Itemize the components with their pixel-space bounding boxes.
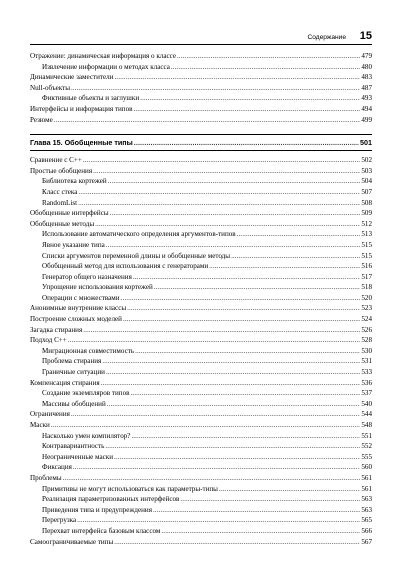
- toc-entry-title: Фиктивные объекты и заглушки: [42, 94, 140, 103]
- toc-entry-page: 523: [361, 304, 372, 313]
- toc-entry-page: 563: [361, 495, 372, 504]
- toc-entry-page: 524: [361, 315, 372, 324]
- toc-entry-page: 536: [361, 378, 372, 387]
- toc-entry-page: 561: [361, 473, 372, 482]
- toc-entry-title: Массивы обобщений: [42, 399, 106, 408]
- dot-leader: [93, 166, 360, 177]
- toc-entry-page: 544: [361, 410, 372, 419]
- toc-entry-title: Операции с множествами: [42, 293, 120, 302]
- dot-leader: [134, 104, 361, 115]
- toc-entry[interactable]: [30, 420, 372, 431]
- toc-entry-page: 504: [361, 177, 372, 186]
- toc-entry-page: 563: [361, 505, 372, 514]
- dot-leader: [231, 251, 360, 262]
- dot-leader: [71, 83, 360, 94]
- toc-entry-page: 561: [361, 484, 372, 493]
- toc-entry-page: 526: [361, 325, 372, 334]
- dot-leader: [177, 51, 360, 62]
- toc-entry-title: Интерфейсы и информация типов: [30, 104, 133, 113]
- toc-entry[interactable]: [30, 72, 372, 83]
- dot-leader: [153, 505, 360, 516]
- toc-entry[interactable]: [30, 399, 372, 410]
- toc-entry[interactable]: [30, 526, 372, 537]
- toc-entry-page: 480: [361, 62, 372, 71]
- toc-entry-title: Контравариантность: [42, 442, 105, 451]
- dot-leader: [171, 62, 360, 73]
- toc-entry[interactable]: [30, 441, 372, 452]
- toc-section-before: [30, 51, 372, 125]
- toc-entry-title: Создание экземпляров типов: [42, 389, 130, 398]
- toc-entry[interactable]: [30, 115, 372, 126]
- toc-entry-page: 552: [361, 442, 372, 451]
- toc-entry[interactable]: [30, 208, 372, 219]
- toc-entry-page: 555: [361, 452, 372, 461]
- dot-leader: [71, 409, 360, 420]
- dot-leader: [140, 93, 360, 104]
- toc-entry-title: Приведения типа и предупреждения: [42, 505, 152, 514]
- toc-entry[interactable]: [30, 198, 372, 209]
- toc-entry-title: Использование автоматического определения аргументов-типов: [42, 230, 236, 239]
- toc-entry-title: RandomList: [42, 198, 78, 207]
- dot-leader: [135, 346, 360, 357]
- toc-entry[interactable]: [30, 367, 372, 378]
- toc-entry-title: Проблемы: [30, 473, 62, 482]
- table-of-contents: [30, 51, 372, 547]
- dot-leader: [114, 452, 360, 463]
- toc-entry-page: 551: [361, 431, 372, 440]
- toc-entry-page: 507: [361, 187, 372, 196]
- toc-entry-title: Построение сложных моделей: [30, 315, 122, 324]
- dot-leader: [131, 431, 360, 442]
- toc-entry-page: 528: [361, 336, 372, 345]
- toc-entry-page: 566: [361, 526, 372, 535]
- toc-entry[interactable]: [30, 187, 372, 198]
- toc-entry-page: 515: [361, 240, 372, 249]
- toc-entry[interactable]: [30, 282, 372, 293]
- dot-leader: [134, 137, 359, 148]
- toc-entry-page: 508: [361, 198, 372, 207]
- dot-leader: [180, 494, 360, 505]
- toc-entry-page: 487: [361, 83, 372, 92]
- toc-entry-title: Генератор общего назначения: [42, 272, 132, 281]
- toc-entry-page: 483: [361, 73, 372, 82]
- toc-entry-title: Явное указание типа: [42, 240, 105, 249]
- toc-entry-title: Проблема стирания: [42, 357, 102, 366]
- toc-entry[interactable]: [30, 251, 372, 262]
- dot-leader: [121, 293, 361, 304]
- toc-entry-title: Самоограничиваемые типы: [30, 537, 114, 546]
- toc-entry-page: 518: [361, 283, 372, 292]
- toc-entry-title: Компенсация стирания: [30, 378, 100, 387]
- dot-leader: [209, 261, 360, 272]
- dot-leader: [127, 303, 360, 314]
- toc-entry-title: Миграционная совместимость: [42, 346, 135, 355]
- toc-entry-title: Анонимные внутренние классы: [30, 304, 127, 313]
- dot-leader: [54, 115, 361, 126]
- toc-entry[interactable]: [30, 356, 372, 367]
- dot-leader: [107, 399, 361, 410]
- toc-entry-title: Примитивы не могут использоваться как параметры-типы: [42, 484, 218, 493]
- toc-entry-page: 567: [361, 537, 372, 546]
- toc-entry[interactable]: [30, 346, 372, 357]
- dot-leader: [101, 378, 361, 389]
- toc-entry-page: 493: [361, 94, 372, 103]
- toc-entry-page: 520: [361, 293, 372, 302]
- chapter-page: 501: [360, 138, 372, 148]
- toc-entry-page: 499: [361, 115, 372, 124]
- toc-entry-title: Граничные ситуации: [42, 368, 105, 377]
- toc-entry-title: Класс стека: [42, 187, 78, 196]
- dot-leader: [102, 356, 360, 367]
- toc-entry[interactable]: [30, 505, 372, 516]
- toc-entry-title: Обобщенные методы: [30, 219, 95, 228]
- toc-entry[interactable]: [30, 93, 372, 104]
- toc-entry-page: 565: [361, 516, 372, 525]
- toc-entry[interactable]: [30, 229, 372, 240]
- toc-entry[interactable]: [30, 62, 372, 73]
- toc-entry[interactable]: [30, 240, 372, 251]
- dot-leader: [68, 335, 361, 346]
- toc-entry-title: Извлечение информации о методах класса: [42, 62, 170, 71]
- toc-entry[interactable]: [30, 462, 372, 473]
- toc-section-after: [30, 155, 372, 547]
- toc-entry-title: Резюме: [30, 115, 53, 124]
- dot-leader: [237, 229, 361, 240]
- toc-entry-title: Списки аргументов переменной длины и обобщенные методы: [42, 251, 231, 260]
- toc-entry[interactable]: [30, 104, 372, 115]
- toc-entry[interactable]: [30, 293, 372, 304]
- toc-entry-title: Динамические заместители: [30, 73, 114, 82]
- toc-entry[interactable]: [30, 261, 372, 272]
- toc-entry-title: Загадка стирания: [30, 325, 83, 334]
- toc-entry-page: 540: [361, 399, 372, 408]
- toc-entry[interactable]: [30, 452, 372, 463]
- toc-entry[interactable]: [30, 219, 372, 230]
- toc-entry[interactable]: [30, 515, 372, 526]
- toc-entry-page: 503: [361, 166, 372, 175]
- page-number: 15: [359, 30, 372, 42]
- toc-entry-title: Неограниченные маски: [42, 452, 113, 461]
- page-header: [30, 16, 372, 46]
- toc-entry-title: Упрощение использования кортежей: [42, 283, 153, 292]
- toc-entry[interactable]: [30, 431, 372, 442]
- toc-entry[interactable]: [30, 537, 372, 548]
- toc-entry-title: Отражение: динамическая информация о классе: [30, 52, 177, 60]
- dot-leader: [133, 272, 361, 283]
- dot-leader: [78, 187, 360, 198]
- dot-leader: [83, 325, 360, 336]
- dot-leader: [219, 484, 360, 495]
- header-divider: [30, 44, 372, 45]
- toc-entry[interactable]: [30, 51, 372, 62]
- dot-leader: [63, 473, 361, 484]
- toc-entry[interactable]: [30, 155, 372, 166]
- toc-entry[interactable]: [30, 314, 372, 325]
- toc-entry-page: 512: [361, 219, 372, 228]
- toc-entry-page: 502: [361, 156, 372, 165]
- toc-entry-title: Перегрузка: [42, 516, 77, 525]
- dot-leader: [154, 282, 361, 293]
- toc-entry[interactable]: [30, 388, 372, 399]
- toc-entry-page: 537: [361, 389, 372, 398]
- toc-entry-title: Библиотека кортежей: [42, 177, 107, 186]
- toc-entry-title: Null-объекты: [30, 83, 70, 92]
- dot-leader: [106, 240, 361, 251]
- dot-leader: [123, 314, 360, 325]
- section-title: Содержание: [307, 34, 346, 41]
- toc-entry-page: 516: [361, 262, 372, 271]
- toc-entry-title: Обобщенный метод для использования с генераторами: [42, 262, 209, 271]
- toc-entry[interactable]: [30, 176, 372, 187]
- toc-entry[interactable]: [30, 494, 372, 505]
- toc-entry[interactable]: [30, 303, 372, 314]
- dot-leader: [106, 367, 360, 378]
- toc-entry-page: 509: [361, 209, 372, 218]
- toc-entry-title: Обобщенные интерфейсы: [30, 209, 109, 218]
- toc-entry[interactable]: [30, 83, 372, 94]
- toc-entry-page: 494: [361, 104, 372, 113]
- dot-leader: [108, 176, 361, 187]
- toc-entry[interactable]: [30, 335, 372, 346]
- dot-leader: [130, 388, 360, 399]
- toc-entry-title: Фиксация: [42, 463, 72, 472]
- toc-entry-title: Простые обобщения: [30, 166, 93, 175]
- toc-entry-page: 548: [361, 421, 372, 429]
- toc-entry-title: Насколько умен компилятор?: [42, 431, 131, 440]
- toc-entry[interactable]: [30, 325, 372, 336]
- toc-entry-page: 560: [361, 463, 372, 472]
- toc-entry-page: 513: [361, 230, 372, 239]
- toc-entry-title: Перехват интерфейса базовым классом: [42, 526, 161, 535]
- toc-entry[interactable]: [30, 484, 372, 495]
- dot-leader: [105, 441, 360, 452]
- toc-entry-title: Ограничения: [30, 410, 70, 419]
- chapter-title: Глава 15. Обобщенные типы: [30, 138, 133, 148]
- dot-leader: [78, 198, 360, 209]
- toc-entry-page: 515: [361, 251, 372, 260]
- toc-entry-page: 530: [361, 346, 372, 355]
- toc-entry-title: Сравнение с C++: [30, 156, 82, 165]
- dot-leader: [83, 155, 360, 166]
- toc-entry-title: Маски: [30, 421, 50, 429]
- toc-entry[interactable]: [30, 378, 372, 389]
- toc-entry[interactable]: [30, 409, 372, 420]
- toc-entry[interactable]: [30, 272, 372, 283]
- dot-leader: [114, 72, 360, 83]
- dot-leader: [114, 537, 360, 548]
- toc-entry-page: 517: [361, 272, 372, 281]
- toc-entry[interactable]: [30, 166, 372, 177]
- dot-leader: [77, 515, 360, 526]
- dot-leader: [73, 462, 360, 473]
- toc-entry-title: Реализация параметризованных интерфейсов: [42, 495, 180, 504]
- chapter-heading[interactable]: [30, 134, 372, 151]
- toc-entry-page: 531: [361, 357, 372, 366]
- dot-leader: [161, 526, 360, 537]
- dot-leader: [110, 208, 361, 219]
- toc-entry-title: Подход C++: [30, 336, 67, 345]
- dot-leader: [51, 420, 361, 431]
- dot-leader: [95, 219, 360, 230]
- toc-entry-page: 479: [361, 52, 372, 60]
- toc-entry-page: 533: [361, 368, 372, 377]
- toc-entry[interactable]: [30, 473, 372, 484]
